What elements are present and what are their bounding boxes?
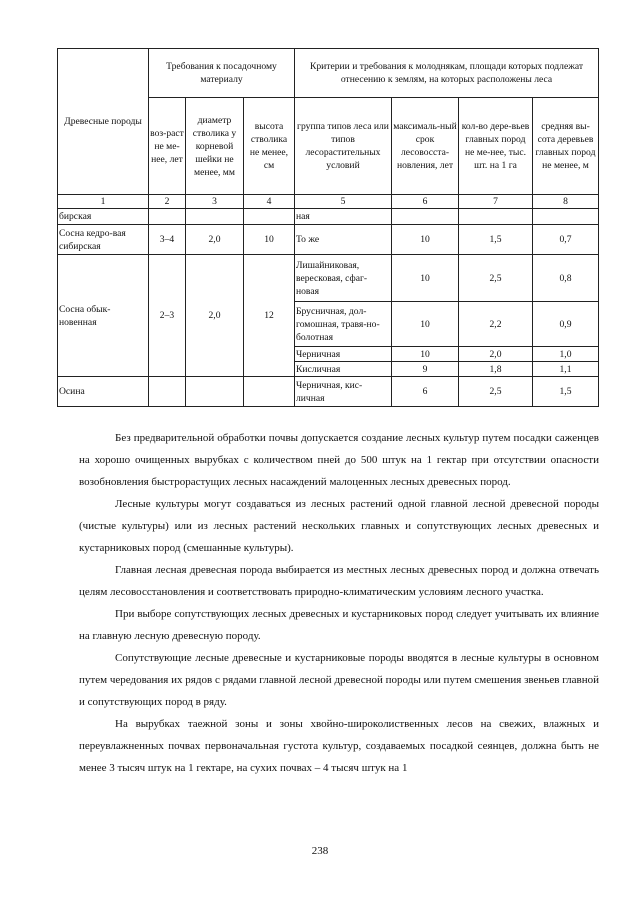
avg-height-cell: 1,0 (533, 347, 599, 362)
count-cell: 2,5 (459, 255, 533, 302)
count-cell: 2,0 (459, 347, 533, 362)
species-cell: Осина (58, 377, 149, 407)
term-cell: 6 (392, 377, 459, 407)
table-row (58, 209, 599, 225)
column-number: 4 (244, 195, 295, 209)
count-cell: 2,2 (459, 302, 533, 347)
table-row (58, 377, 599, 407)
table-row (58, 225, 599, 255)
forest-type-cell: Брусничная, дол-гомошная, травя-но-болотная (295, 302, 392, 347)
term-cell: 10 (392, 302, 459, 347)
term-cell: 9 (392, 362, 459, 377)
forest-type-cell: Черничная (295, 347, 392, 362)
avg-height-cell: 0,8 (533, 255, 599, 302)
term-cell: 10 (392, 347, 459, 362)
column-number: 2 (149, 195, 186, 209)
paragraph: На вырубках таежной зоны и зоны хвойно-широколиственных лесов на свежих, влажных и переувлажненных почвах первоначальная густота культур, создаваемых посадкой сеянцев, должна быть не менее 3 тысяч штук на 1 гектаре, на сухих почвах – 4 тысяч штук на 1 (79, 718, 599, 774)
forest-type-cell: Лишайниковая, вересковая, сфаг-новая (295, 255, 392, 302)
header-species: Древесные породы (58, 49, 149, 195)
species-cell: Сосна кедро-вая сибирская (58, 225, 149, 255)
forest-type-cell: Кисличная (295, 362, 392, 377)
column-number: 6 (392, 195, 459, 209)
forest-type-cell: Черничная, кис-личная (295, 377, 392, 407)
page-number: 238 (311, 845, 329, 857)
term-cell: 10 (392, 255, 459, 302)
count-cell: 1,5 (459, 225, 533, 255)
paragraph: Сопутствующие лесные древесные и кустарниковые породы вводятся в лесные культуры в основном путем чередования их рядов с рядами главной лесной древесной породы или путем смешения звеньев главной и сопутствующих пород в ряду. (79, 652, 599, 708)
diameter-cell: 2,0 (186, 225, 244, 255)
column-number: 5 (295, 195, 392, 209)
header-tree-count: кол-во дере-вьев главных пород не ме-нее, тыс. шт. на 1 га (459, 98, 533, 195)
header-forest-type: группа типов леса или типов лесорастительных условий (295, 98, 392, 195)
age-cell: 2–3 (149, 255, 186, 377)
avg-height-cell: 1,5 (533, 377, 599, 407)
header-age: воз-раст не ме-нее, лет (149, 98, 186, 195)
species-cell: Сосна обык-новенная (58, 255, 149, 377)
paragraph: Без предварительной обработки почвы допускается создание лесных культур путем посадки саженцев на хорошо очищенных вырубках с количеством пней до 500 штук на 1 гектар при отсутствии опасности возобновления быстрорастущих лесных насаждений малоценных лесных древесных пород. (79, 432, 599, 488)
avg-height-cell: 0,9 (533, 302, 599, 347)
column-number-row (58, 195, 599, 209)
header-diameter: диаметр стволика у корневой шейки не менее, мм (186, 98, 244, 195)
header-max-term: максималь-ный срок лесовосста-новления, лет (392, 98, 459, 195)
species-cell: бирская (58, 209, 149, 225)
paragraph: Главная лесная древесная порода выбирается из местных лесных древесных пород и должна отвечать целям лесовосстановления и соответствовать природно-климатическим условиям лесного участка. (79, 564, 599, 598)
count-cell: 2,5 (459, 377, 533, 407)
age-cell: 3–4 (149, 225, 186, 255)
diameter-cell: 2,0 (186, 255, 244, 377)
forest-type-cell: ная (295, 209, 392, 225)
paragraph: При выборе сопутствующих лесных древесных и кустарниковых пород следует учитывать их влияние на главную лесную древесную породу. (79, 608, 599, 642)
table-row (58, 255, 599, 302)
avg-height-cell: 1,1 (533, 362, 599, 377)
height-cell: 12 (244, 255, 295, 377)
column-number: 8 (533, 195, 599, 209)
column-number: 7 (459, 195, 533, 209)
count-cell: 1,8 (459, 362, 533, 377)
avg-height-cell: 0,7 (533, 225, 599, 255)
term-cell: 10 (392, 225, 459, 255)
body-text (79, 427, 599, 779)
header-height: высота стволика не менее, см (244, 98, 295, 195)
forest-type-cell: То же (295, 225, 392, 255)
paragraph: Лесные культуры могут создаваться из лесных растений одной главной лесной древесной породы (чистые культуры) или из лесных растений нескольких главных и сопутствующих лесных древесных и кустарниковых пород (смешанные культуры). (79, 498, 599, 554)
header-avg-height: средняя вы-сота деревьев главных пород не менее, м (533, 98, 599, 195)
forest-requirements-table (57, 48, 599, 407)
height-cell: 10 (244, 225, 295, 255)
column-number: 1 (58, 195, 149, 209)
header-young-stands: Критерии и требования к молоднякам, площади которых подлежат отнесению к землям, на которых расположены леса (295, 49, 599, 98)
column-number: 3 (186, 195, 244, 209)
header-planting-material: Требования к посадочному материалу (149, 49, 295, 98)
